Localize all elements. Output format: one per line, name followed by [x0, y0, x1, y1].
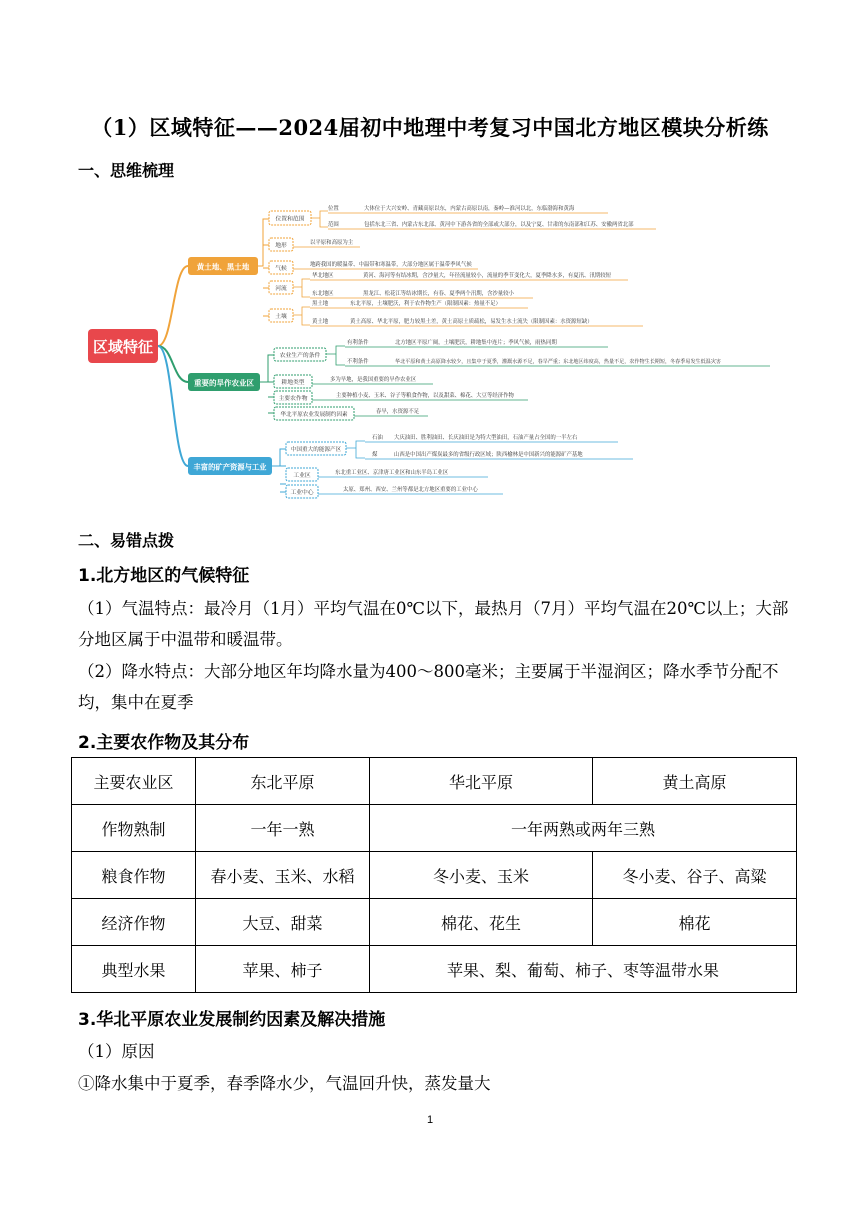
table-cell: 一年一熟 [196, 805, 370, 852]
document-title: （1）区域特征——2024届初中地理中考复习中国北方地区模块分析练 [91, 115, 769, 140]
svg-text:主要种植小麦、玉米、谷子等粮食作物，以及甜菜、棉花、大豆等经: 主要种植小麦、玉米、谷子等粮食作物，以及甜菜、棉花、大豆等经济作物 [336, 393, 514, 399]
mindmap-root-label: 区域特征 [92, 338, 154, 356]
mindmap-node-industrial-areas: 工业区 [293, 473, 311, 479]
svg-text:煤: 煤 [372, 452, 378, 458]
table-cell: 华北平原 [370, 758, 593, 805]
svg-text:春旱，水资源不足: 春旱，水资源不足 [376, 409, 420, 415]
table-cell: 经济作物 [72, 899, 196, 946]
mindmap-branch-label: 重要的旱作农业区 [194, 378, 254, 388]
mindmap-node-terrain: 地形 [275, 243, 287, 249]
table-cell: 东北平原 [196, 758, 370, 805]
table-row [72, 758, 797, 805]
table-cell: 棉花、花生 [370, 899, 593, 946]
svg-text:多为旱地，是我国重要的旱作农业区: 多为旱地，是我国重要的旱作农业区 [330, 377, 417, 383]
subheading-climate: 1.北方地区的气候特征 [78, 566, 250, 586]
mindmap-node-location-range: 位置和范围 [275, 216, 305, 223]
svg-text:黄河、海河等有结冰期，含沙量大，年径流量较小，流量的季节变化: 黄河、海河等有结冰期，含沙量大，年径流量较小，流量的季节变化大，夏季降水多，有夏汛、汛期较短 [363, 273, 611, 279]
svg-text:包括东北三省、内蒙古东北部、黄河中下游各省的全部或大部分，以: 包括东北三省、内蒙古东北部、黄河中下游各省的全部或大部分，以及宁夏、甘肃的东南部和江苏、安徽两省北部 [364, 222, 634, 228]
section-heading-tips: 二、易错点拨 [78, 531, 175, 550]
paragraph-reason-heading: （1）原因 [78, 1042, 155, 1061]
table-cell: 棉花 [593, 899, 797, 946]
table-row [72, 946, 797, 993]
svg-text:东北平原，土壤肥沃，利于农作物生产（限制因素：热量不足）: 东北平原，土壤肥沃，利于农作物生产（限制因素：热量不足） [350, 301, 501, 307]
svg-text:黑土地: 黑土地 [312, 301, 329, 307]
table-row [72, 899, 797, 946]
paragraph-precipitation: （2）降水特点：大部分地区年均降水量为400～800毫米；主要属于半湿润区；降水季节分配不均，集中在夏季 [78, 662, 779, 712]
table-row [72, 805, 797, 852]
svg-text:有利条件: 有利条件 [347, 340, 369, 346]
svg-text:黄土地: 黄土地 [312, 319, 329, 325]
subheading-constraints: 3.华北平原农业发展制约因素及解决措施 [78, 1010, 386, 1030]
svg-text:大体位于大兴安岭、青藏高原以东，内蒙古高原以南，秦岭—淮河以: 大体位于大兴安岭、青藏高原以东，内蒙古高原以南，秦岭—淮河以北，东临渤海和黄海 [364, 206, 575, 212]
svg-text:大庆油田、胜利油田、长庆油田是为特大型油田，石油产量占全国的: 大庆油田、胜利油田、长庆油田是为特大型油田，石油产量占全国的一半左右 [394, 435, 578, 441]
table-cell: 冬小麦、谷子、高粱 [593, 852, 797, 899]
section-heading-thinking: 一、思维梳理 [78, 161, 175, 180]
svg-text:山西是中国出产煤炭最多的省级行政区域；陕西榆林是中国新兴的能: 山西是中国出产煤炭最多的省级行政区域；陕西榆林是中国新兴的能源矿产基地 [394, 452, 583, 458]
mindmap-node-energy: 中国重大的能源产区 [290, 447, 342, 453]
paragraph-reason-1: ①降水集中于夏季，春季降水少，气温回升快，蒸发量大 [78, 1074, 491, 1093]
svg-text:以平原和高原为主: 以平原和高原为主 [310, 240, 354, 246]
table-cell: 苹果、梨、葡萄、柿子、枣等温带水果 [370, 946, 797, 993]
mindmap-node-main-crops: 主要农作物 [278, 396, 308, 402]
svg-text:范围: 范围 [328, 222, 339, 228]
svg-text:黄土高原、华北平原，肥力较黑土差，黄土高原土质疏松，易发生水: 黄土高原、华北平原，肥力较黑土差，黄土高原土质疏松，易发生水土流失（限制因素：水资源短缺） [350, 319, 593, 325]
svg-text:黑龙江、松花江等结冰期长，有春、夏季两个汛期，含沙量较小: 黑龙江、松花江等结冰期长，有春、夏季两个汛期，含沙量较小 [363, 291, 514, 297]
mindmap-node-rivers: 河流 [275, 286, 287, 292]
mind-map [88, 198, 800, 510]
mindmap-node-climate: 气候 [275, 266, 287, 272]
table-cell: 春小麦、玉米、水稻 [196, 852, 370, 899]
mindmap-node-farmland-type: 耕地类型 [281, 380, 305, 386]
crop-distribution-table [71, 757, 797, 993]
table-cell: 主要农业区 [72, 758, 196, 805]
paragraph-temperature: （1）气温特点：最冷月（1月）平均气温在0℃以下，最热月（7月）平均气温在20℃以上；大部分地区属于中温带和暖温带。 [78, 599, 789, 649]
mindmap-node-constraints: 华北平原农业发展制约因素 [280, 412, 348, 418]
mindmap-branch-label: 丰富的矿产资源与工业 [193, 462, 267, 472]
table-cell: 作物熟制 [72, 805, 196, 852]
svg-text:地跨我国的暖温带、中温带和寒温带，大部分地区属于温带季风气候: 地跨我国的暖温带、中温带和寒温带，大部分地区属于温带季风气候 [310, 262, 472, 268]
mindmap-node-farming-conditions: 农业生产的条件 [279, 353, 321, 359]
table-cell: 苹果、柿子 [196, 946, 370, 993]
table-cell: 粮食作物 [72, 852, 196, 899]
mindmap-branch-label: 黄土地、黑土地 [196, 262, 250, 272]
mindmap-node-soil: 土壤 [275, 314, 287, 320]
svg-text:东北重工业区、京津唐工业区和山东半岛工业区: 东北重工业区、京津唐工业区和山东半岛工业区 [335, 470, 449, 476]
svg-text:华北平原和黄土高原降水较少，且集中于夏季，灌溉水源不足，春旱: 华北平原和黄土高原降水较少，且集中于夏季，灌溉水源不足，春旱严重；东北地区纬度高，热量不足，农作物生长期短，冬春季易发生低温灾害 [395, 359, 722, 365]
svg-text:太原、郑州、西安、兰州等都是北方地区重要的工业中心: 太原、郑州、西安、兰州等都是北方地区重要的工业中心 [343, 487, 478, 493]
svg-text:位置: 位置 [328, 206, 339, 212]
page-number: 1 [426, 1114, 434, 1126]
svg-text:北方地区平原广阔，土壤肥沃，耕地集中连片；季风气候，雨热同期: 北方地区平原广阔，土壤肥沃，耕地集中连片；季风气候，雨热同期 [395, 340, 557, 346]
svg-text:东北地区: 东北地区 [312, 291, 334, 297]
table-cell: 冬小麦、玉米 [370, 852, 593, 899]
table-cell: 典型水果 [72, 946, 196, 993]
svg-text:石油: 石油 [372, 435, 383, 441]
table-cell: 黄土高原 [593, 758, 797, 805]
table-cell: 大豆、甜菜 [196, 899, 370, 946]
svg-text:不利条件: 不利条件 [347, 359, 369, 365]
subheading-crops: 2.主要农作物及其分布 [78, 733, 250, 753]
mindmap-node-industrial-centers: 工业中心 [290, 490, 314, 496]
table-row [72, 852, 797, 899]
table-cell: 一年两熟或两年三熟 [370, 805, 797, 852]
svg-text:华北地区: 华北地区 [312, 273, 334, 279]
